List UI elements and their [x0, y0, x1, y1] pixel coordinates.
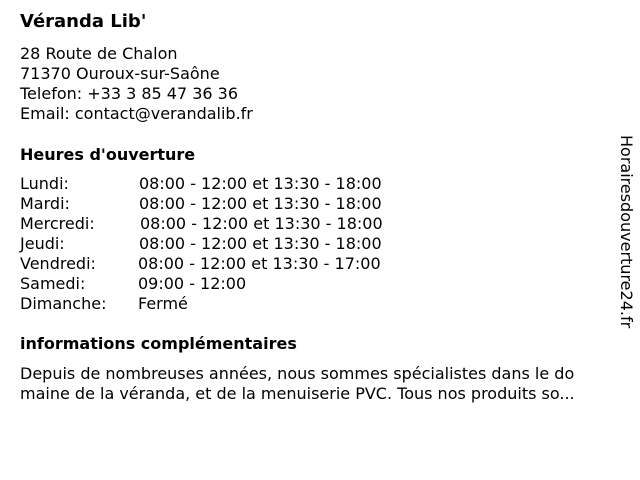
- site-watermark: Horairesdouverture24.fr: [617, 135, 636, 329]
- time-range: 09:00 - 12:00: [138, 274, 247, 293]
- info-heading: informations complémentaires: [20, 334, 297, 353]
- contact-block: [20, 44, 253, 124]
- day-label: Mardi:: [20, 194, 70, 213]
- hours-heading: Heures d'ouverture: [20, 145, 196, 164]
- phone-number: Telefon: +33 3 85 47 36 36: [20, 84, 239, 103]
- info-description: [20, 364, 630, 404]
- address-street: 28 Route de Chalon: [20, 44, 178, 63]
- time-range: 08:00 - 12:00 et 13:30 - 18:00: [139, 194, 382, 213]
- time-range: 08:00 - 12:00 et 13:30 - 18:00: [139, 174, 382, 193]
- email-address: Email: contact@verandalib.fr: [20, 104, 253, 123]
- time-range: Fermé: [138, 294, 188, 313]
- address-city: 71370 Ouroux-sur-Saône: [20, 64, 220, 83]
- day-label: Mercredi:: [20, 214, 95, 233]
- info-line: Depuis de nombreuses années, nous sommes spécialistes dans le do: [20, 364, 575, 383]
- time-range: 08:00 - 12:00 et 13:30 - 17:00: [138, 254, 381, 273]
- time-range: 08:00 - 12:00 et 13:30 - 18:00: [139, 234, 382, 253]
- info-line: maine de la véranda, et de la menuiserie PVC. Tous nos produits so...: [20, 384, 575, 403]
- business-name: Véranda Lib': [20, 11, 147, 32]
- day-label: Lundi:: [20, 174, 69, 193]
- time-range: 08:00 - 12:00 et 13:30 - 18:00: [140, 214, 383, 233]
- day-label: Samedi:: [20, 274, 86, 293]
- day-label: Jeudi:: [20, 234, 65, 253]
- day-label: Vendredi:: [20, 254, 96, 273]
- day-label: Dimanche:: [20, 294, 107, 313]
